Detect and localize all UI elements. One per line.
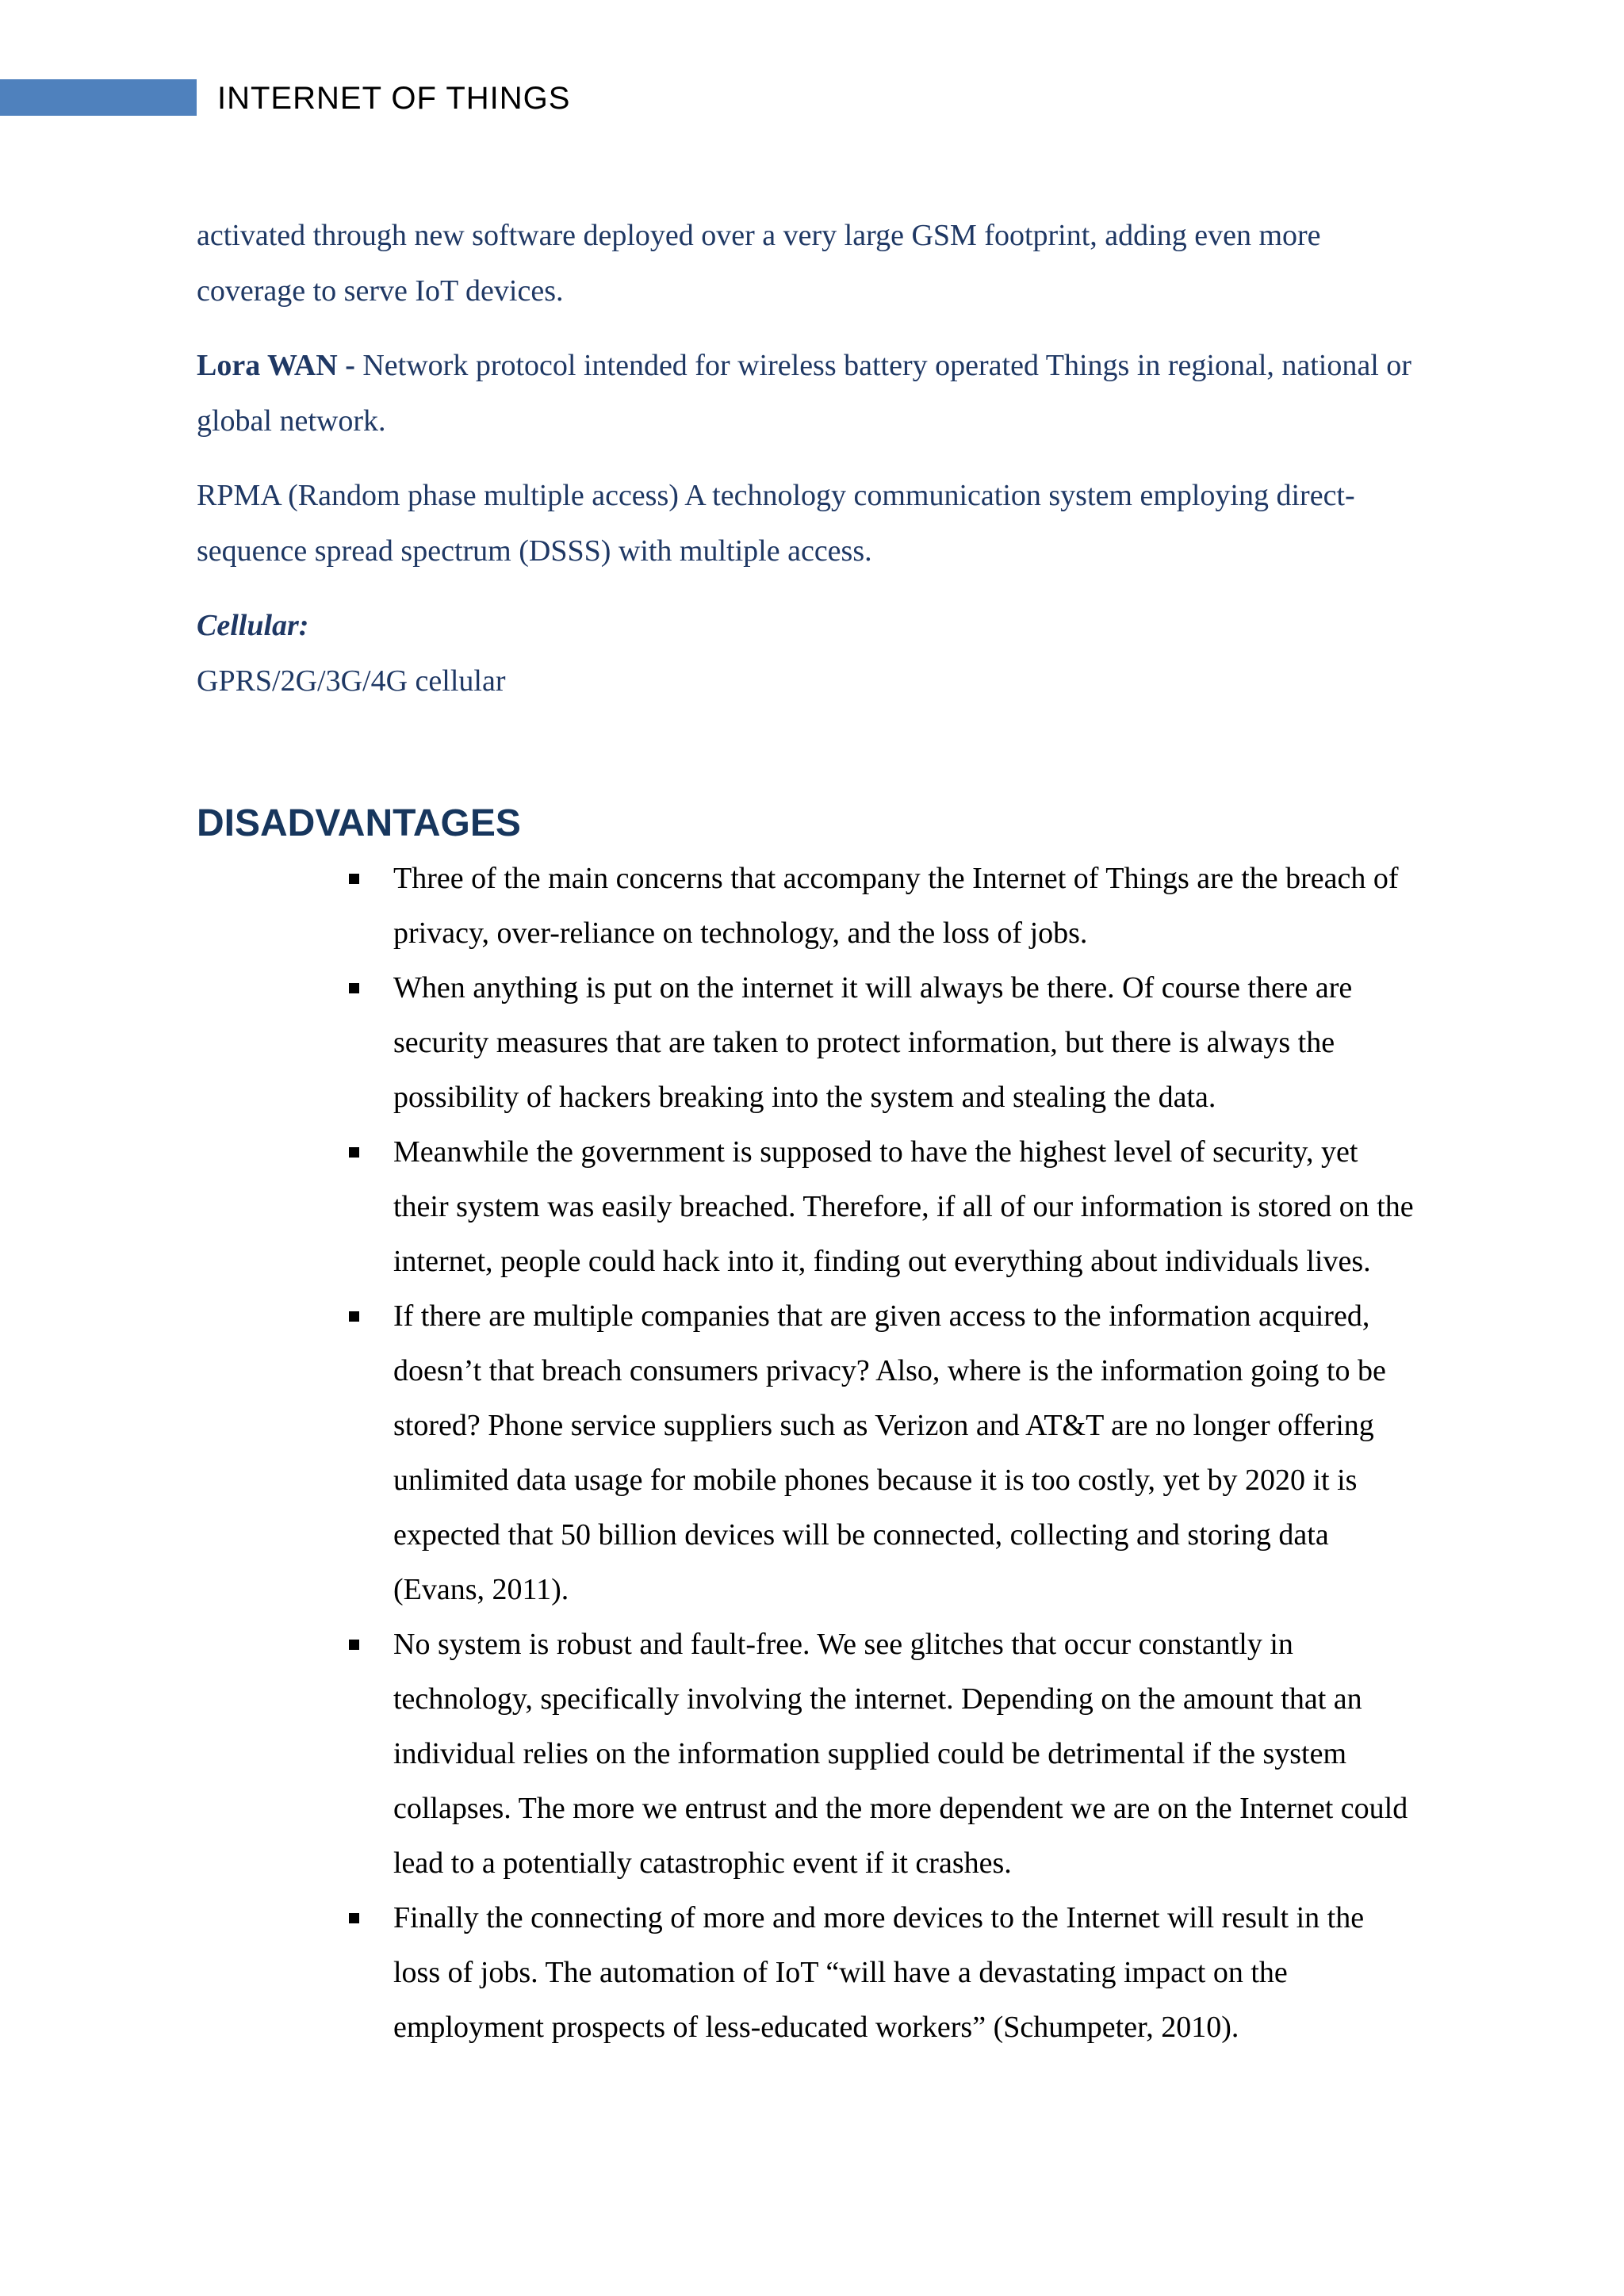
list-item — [393, 1289, 1418, 1617]
list-item-text: No system is robust and fault-free. We see glitches that occur constantly in technology, specifically involving the internet. Depending on the amount that an individual relies on the information supplied could be detrimental if the system collapses. The more we entrust and the more dependent we are on the Internet could lead to a potentially catastrophic event if it crashes. — [393, 1628, 1408, 1880]
disadvantages-list — [197, 851, 1418, 2055]
intro-paragraph: activated through new software deployed over a very large GSM footprint, adding even more coverage to serve IoT devices. — [197, 219, 1321, 308]
list-item-text: Three of the main concerns that accompany the Internet of Things are the breach of privacy, over-reliance on technology, and the loss of jobs. — [393, 862, 1399, 950]
square-bullet-icon — [349, 1147, 359, 1158]
list-item — [393, 1125, 1418, 1289]
page-header-title: INTERNET OF THINGS — [217, 81, 571, 116]
list-item-text: When anything is put on the internet it will always be there. Of course there are security measures that are taken to protect information, but there is always the possibility of hackers breaking into the system and stealing the data. — [393, 971, 1353, 1114]
list-item-text: Meanwhile the government is supposed to have the highest level of security, yet their system was easily breached. Therefore, if all of our information is stored on the internet, people could hack into it, finding out everything about individuals lives. — [393, 1135, 1414, 1278]
lora-paragraph — [197, 338, 1418, 449]
list-item — [393, 1891, 1418, 2055]
disadvantages-heading: DISADVANTAGES — [197, 802, 521, 844]
list-item — [393, 961, 1418, 1125]
cellular-text: GPRS/2G/3G/4G cellular — [197, 664, 506, 698]
list-item — [393, 1617, 1418, 1891]
square-bullet-icon — [349, 983, 359, 993]
lora-text: Network protocol intended for wireless battery operated Things in regional, national or global network. — [197, 349, 1411, 438]
header-accent-bar — [0, 79, 197, 116]
square-bullet-icon — [349, 1913, 359, 1923]
list-item-text: If there are multiple companies that are given access to the information acquired, doesn’t that breach consumers privacy? Also, where is the information going to be stored? Phone service suppliers such as Verizon and AT&T are no longer offering unlimited data usage for mobile phones because it is too costly, yet by 2020 it is expected that 50 billion devices will be connected, collecting and storing data (Evans, 2011). — [393, 1299, 1386, 1606]
lora-term: Lora WAN - — [197, 349, 355, 382]
rpma-paragraph: RPMA (Random phase multiple access) A technology communication system employing direct-sequence spread spectrum (DSSS) with multiple access. — [197, 479, 1355, 568]
list-item — [393, 851, 1418, 961]
square-bullet-icon — [349, 1311, 359, 1322]
cellular-heading: Cellular: — [197, 609, 309, 642]
square-bullet-icon — [349, 874, 359, 884]
list-item-text: Finally the connecting of more and more devices to the Internet will result in the loss of jobs. The automation of IoT “will have a devastating impact on the employment prospects of less-educated workers” (Schumpeter, 2010). — [393, 1901, 1365, 2044]
square-bullet-icon — [349, 1640, 359, 1650]
document-body — [197, 208, 1418, 2055]
